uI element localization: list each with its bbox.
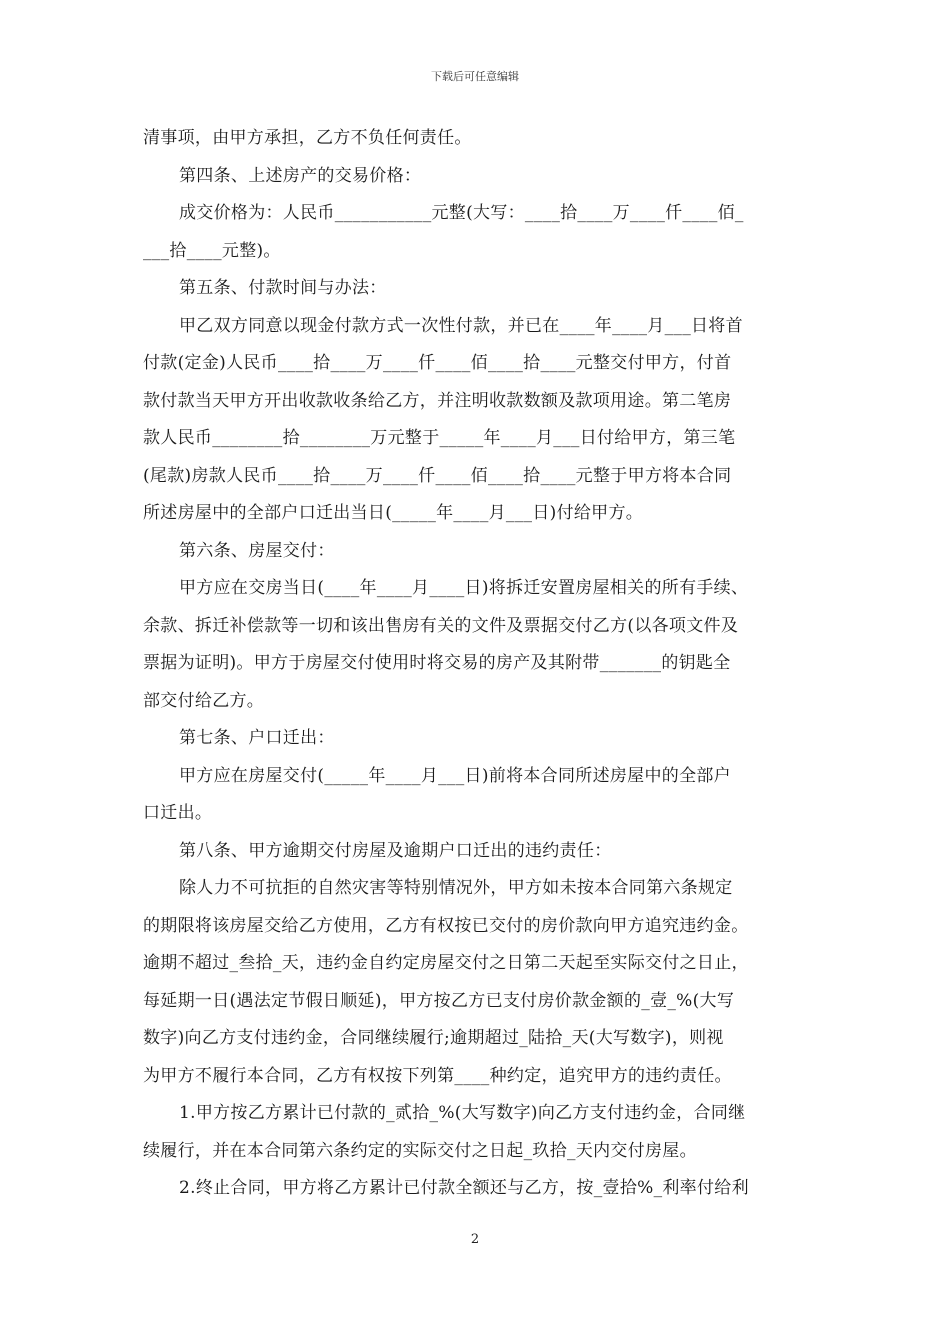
text-line: 款人民币________拾________万元整于_____年____月___日付给甲方，第三笔 (143, 428, 736, 448)
text-line: 余款、拆迁补偿款等一切和该出售房有关的文件及票据交付乙方(以各项文件及 (143, 615, 739, 636)
page-header: 下载后可任意编辑 (431, 70, 519, 83)
text-line: ___拾____元整)。 (143, 240, 281, 261)
text-line: 甲方应在房屋交付(_____年____月___日)前将本合同所述房屋中的全部户 (179, 765, 731, 786)
text-line: 数字)向乙方支付违约金，合同继续履行;逾期超过_陆拾_天(大写数字)，则视 (143, 1028, 724, 1048)
page-number: 2 (470, 1232, 480, 1247)
text-line: 为甲方不履行本合同，乙方有权按下列第____种约定，追究甲方的违约责任。 (143, 1065, 732, 1086)
text-line: 成交价格为：人民币___________元整(大写：____拾____万____仟____佰_ (179, 203, 744, 223)
text-line: 第五条、付款时间与办法： (179, 278, 387, 298)
document-body (143, 120, 813, 1208)
text-line: 款付款当天甲方开出收款收条给乙方，并注明收款数额及款项用途。第二笔房 (143, 390, 732, 411)
text-line: 票据为证明)。甲方于房屋交付使用时将交易的房产及其附带_______的钥匙全 (143, 653, 731, 673)
text-line: 清事项，由甲方承担，乙方不负任何责任。 (143, 128, 472, 148)
text-line: 逾期不超过_叁拾_天，违约金自约定房屋交付之日第二天起至实际交付之日止， (143, 953, 749, 973)
text-line: 部交付给乙方。 (143, 690, 265, 711)
text-line: 甲方应在交房当日(____年____月____日)将拆迁安置房屋相关的所有手续、 (179, 578, 749, 598)
text-line: 付款(定金)人民币____拾____万____仟____佰____拾____元整交付甲方，付首 (143, 353, 732, 373)
text-line: 所述房屋中的全部户口迁出当日(_____年____月___日)付给甲方。 (143, 503, 644, 523)
text-line: 第八条、甲方逾期交付房屋及逾期户口迁出的违约责任： (179, 840, 612, 861)
text-line: 甲乙双方同意以现金付款方式一次性付款，并已在____年____月___日将首 (179, 315, 743, 336)
text-line: 每延期一日(遇法定节假日顺延)，甲方按乙方已支付房价款金额的_壹_%(大写 (143, 990, 735, 1011)
text-line: 第七条、户口迁出： (179, 728, 335, 748)
text-line: 除人力不可抗拒的自然灾害等特别情况外，甲方如未按本合同第六条规定 (179, 878, 733, 898)
text-line: 的期限将该房屋交给乙方使用，乙方有权按已交付的房价款向甲方追究违约金。 (143, 915, 749, 936)
text-line: 1.甲方按乙方累计已付款的_贰拾_%(大写数字)向乙方支付违约金，合同继 (179, 1103, 746, 1123)
text-line: 第四条、上述房产的交易价格： (179, 165, 422, 186)
text-line: 口迁出。 (143, 803, 213, 823)
text-line: 2.终止合同，甲方将乙方累计已付款全额还与乙方，按_壹拾%_利率付给利 (179, 1178, 749, 1198)
text-line: (尾款)房款人民币____拾____万____仟____佰____拾____元整于甲方将本合同 (143, 465, 732, 486)
text-line: 续履行，并在本合同第六条约定的实际交付之日起_玖拾_天内交付房屋。 (143, 1140, 697, 1161)
text-line: 第六条、房屋交付： (179, 540, 335, 561)
